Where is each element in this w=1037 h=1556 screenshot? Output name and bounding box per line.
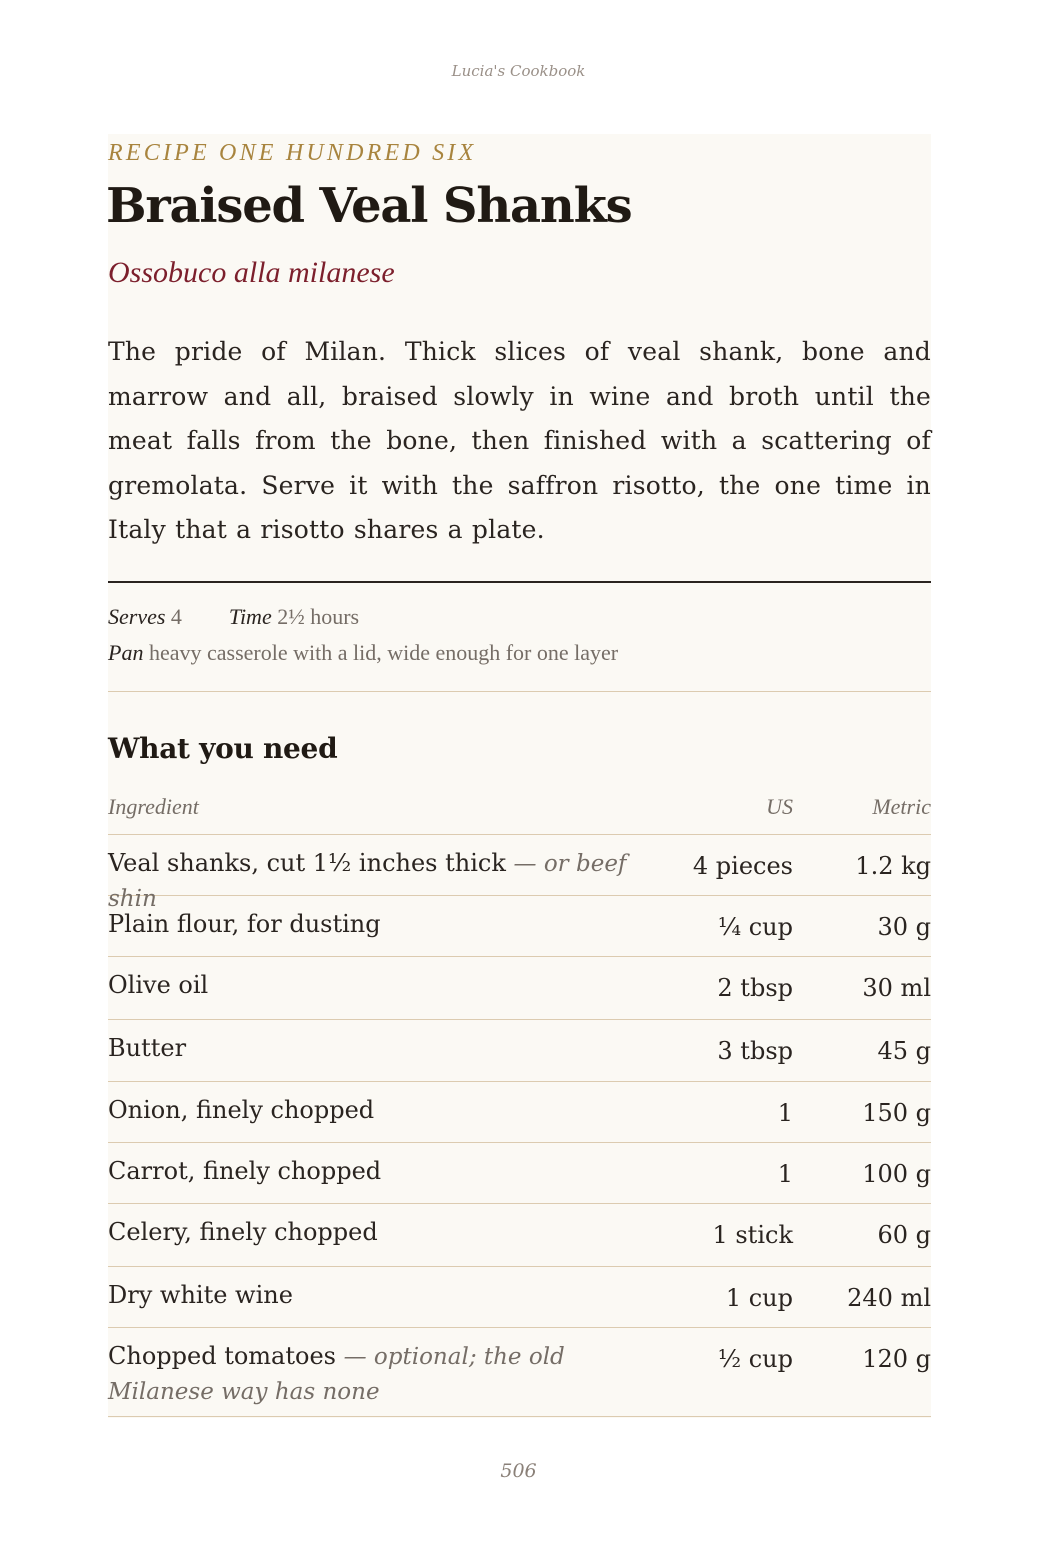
pan-value: heavy casserole with a lid, wide enough for one layer [148, 640, 619, 665]
table-rule [108, 1327, 931, 1328]
column-header-ingredient: Ingredient [108, 794, 199, 819]
ingredient-label: Celery, finely chopped [108, 1218, 378, 1246]
ingredient-name [108, 1093, 668, 1127]
table-rule [108, 1416, 931, 1417]
ingredient-name [108, 1278, 668, 1312]
ingredient-name [108, 1215, 668, 1249]
ingredient-metric-amount: 120 g [862, 1345, 931, 1373]
ingredient-metric-amount: 60 g [877, 1221, 931, 1249]
table-rule [108, 834, 931, 835]
ingredient-us-amount: 1 stick [712, 1221, 793, 1249]
ingredient-label: Butter [108, 1034, 187, 1062]
ingredient-name [108, 968, 668, 1002]
ingredient-note: — optional; the old Milanese way has none [108, 1344, 565, 1405]
meta-line-pan [108, 640, 931, 666]
ingredient-us-amount: 3 tbsp [717, 1037, 793, 1065]
ingredient-us-amount: 4 pieces [692, 852, 793, 880]
pan-label: Pan [108, 640, 144, 665]
meta-line-serves-time [108, 604, 931, 630]
meta-rule [108, 691, 931, 692]
serves-value: 4 [170, 604, 182, 629]
column-header-metric: Metric [872, 794, 931, 819]
header-rule [108, 581, 931, 583]
table-rule [108, 956, 931, 957]
ingredient-metric-amount: 150 g [862, 1099, 931, 1127]
serves-label: Serves [108, 604, 166, 629]
ingredient-label: Carrot, finely chopped [108, 1157, 382, 1185]
ingredient-us-amount: 1 cup [725, 1284, 793, 1312]
time-value: 2½ hours [277, 604, 360, 629]
ingredient-metric-amount: 100 g [862, 1160, 931, 1188]
table-rule [108, 1203, 931, 1204]
page-number: 506 [500, 1460, 537, 1482]
ingredient-label: Chopped tomatoes [108, 1342, 336, 1370]
ingredient-us-amount: ½ cup [717, 1345, 793, 1373]
ingredients-heading: What you need [108, 732, 338, 765]
recipe-intro: The pride of Milan. Thick slices of veal shank, bone and marrow and all, braised slowly in wine and broth until the meat falls from the bone, then finished with a scattering of gremolata. Serve it with the saffron risotto, the one time in Italy that a risotto shares a plate. [108, 337, 931, 544]
time-label: Time [228, 604, 272, 629]
ingredient-label: Onion, finely chopped [108, 1096, 375, 1124]
ingredient-us-amount: 1 [777, 1099, 793, 1127]
ingredient-label: Olive oil [108, 971, 209, 999]
table-rule [108, 1142, 931, 1143]
ingredient-label: Plain flour, for dusting [108, 910, 381, 938]
recipe-subtitle: Ossobuco alla milanese [108, 256, 395, 289]
table-rule [108, 1081, 931, 1082]
recipe-title: Braised Veal Shanks [106, 178, 632, 234]
ingredient-name [108, 1339, 668, 1409]
running-head: Lucia's Cookbook [451, 62, 586, 80]
column-header-us: US [766, 794, 793, 819]
ingredient-us-amount: ¼ cup [717, 913, 793, 941]
recipe-kicker: RECIPE ONE HUNDRED SIX [108, 140, 477, 166]
ingredient-name [108, 907, 668, 941]
ingredient-label: Dry white wine [108, 1281, 293, 1309]
ingredient-note: — or beef shin [108, 851, 627, 912]
ingredient-us-amount: 1 [777, 1160, 793, 1188]
table-rule [108, 1266, 931, 1267]
ingredient-name [108, 846, 668, 916]
ingredient-label: Veal shanks, cut 1½ inches thick [108, 849, 506, 877]
ingredient-metric-amount: 30 ml [862, 974, 931, 1002]
ingredient-metric-amount: 45 g [877, 1037, 931, 1065]
table-rule [108, 1019, 931, 1020]
ingredient-us-amount: 2 tbsp [717, 974, 793, 1002]
ingredient-metric-amount: 240 ml [847, 1284, 931, 1312]
ingredient-name [108, 1154, 668, 1188]
ingredient-metric-amount: 1.2 kg [855, 852, 931, 880]
ingredient-name [108, 1031, 668, 1065]
ingredient-metric-amount: 30 g [877, 913, 931, 941]
